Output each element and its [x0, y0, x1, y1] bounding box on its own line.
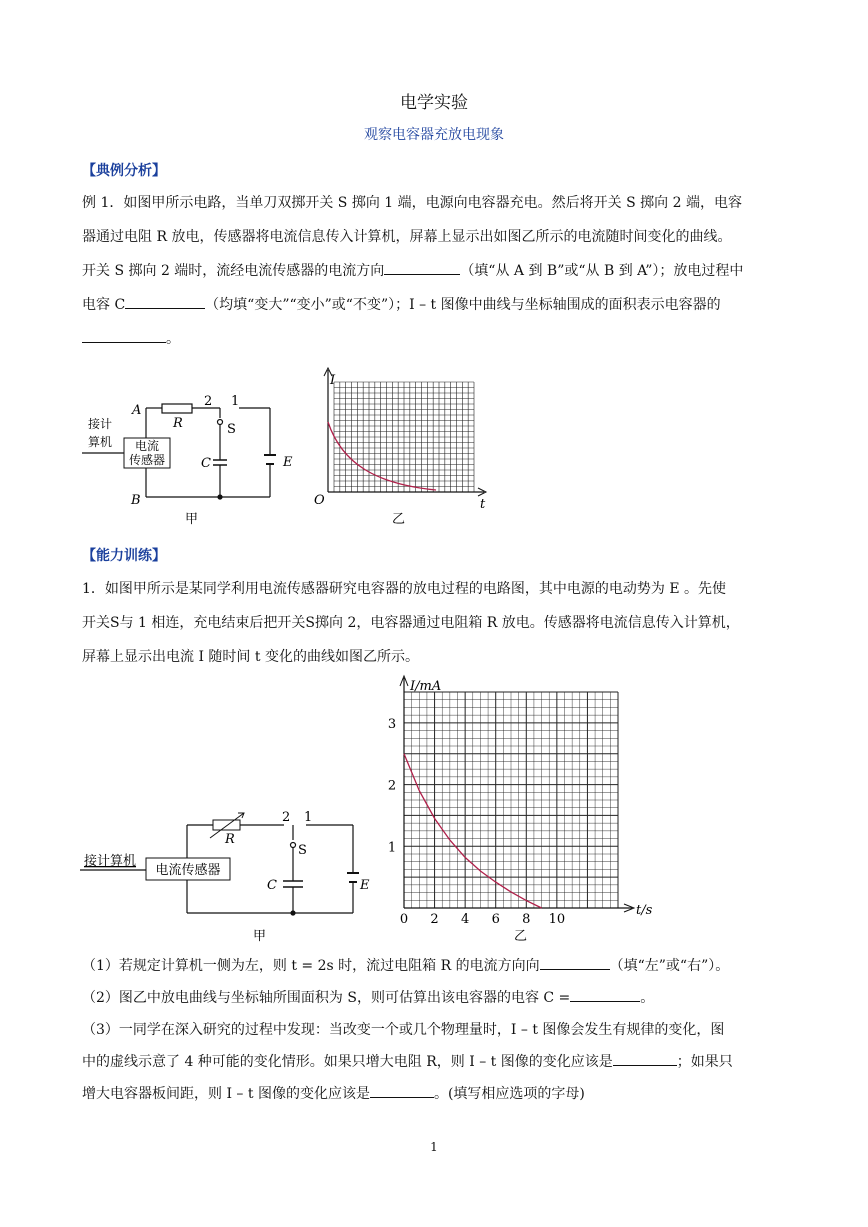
question-3-line-1: （3）一同学在深入研究的过程中发现：当改变一个或几个物理量时，I – t 图像会发生有规律的变化，图 — [82, 1022, 725, 1038]
node-a-label: A — [132, 403, 142, 418]
question-3-line-3: 增大电容器板间距，则 I – t 图像的变化应该是 。(填写相应选项的字母) — [82, 1078, 794, 1110]
x-tick-label: 8 — [522, 912, 531, 927]
sensor-label-2: 传感器 — [128, 453, 166, 467]
source-label: E — [360, 878, 370, 893]
resistor-label: R — [173, 416, 183, 431]
example-line-4: 电容 C （均填“变大”“变小”或“不变”）；I – t 图像中曲线与坐标轴围成的面积表示电容器的 — [82, 288, 794, 322]
question-1: （1）若规定计算机一侧为左，则 t = 2s 时，流过电阻箱 R 的电流方向向 （填“左”或“右”）。 — [82, 950, 794, 982]
variable-resistor-icon — [213, 820, 240, 830]
figure-1 — [80, 360, 500, 535]
answer-blank[interactable] — [125, 292, 205, 309]
axis-label-i: I — [330, 373, 336, 388]
problem-line-2: 开关S与 1 相连，充电结束后把开关S掷向 2，电容器通过电阻箱 R 放电。传感器将电流信息传入计算机， — [82, 615, 740, 631]
problem-line-3: 屏幕上显示出电流 I 随时间 t 变化的曲线如图乙所示。 — [82, 649, 419, 665]
terminal-2-label: 2 — [282, 810, 291, 825]
switch-label: S — [227, 422, 236, 437]
origin-label: O — [314, 493, 325, 508]
chart-grid — [404, 692, 618, 908]
example-line-2: 器通过电阻 R 放电，传感器将电流信息传入计算机，屏幕上显示出如图乙所示的电流随时间变化的曲线。 — [82, 229, 732, 245]
answer-blank[interactable] — [540, 953, 610, 970]
figure-caption-yi: 乙 — [514, 929, 528, 944]
computer-label-2: 算机 — [88, 435, 113, 449]
terminal-1-label: 1 — [231, 394, 240, 409]
capacitor-label: C — [201, 456, 211, 471]
problem-1-text — [82, 572, 794, 674]
x-tick-label: 6 — [491, 912, 500, 927]
example-line-3: 开关 S 掷向 2 端时，流经电流传感器的电流方向 （填“从 A 到 B”或“从 B 到 A”）；放电过程中 — [82, 254, 794, 288]
questions — [82, 950, 794, 1110]
answer-blank[interactable] — [613, 1049, 677, 1066]
switch-icon — [291, 843, 296, 848]
answer-blank[interactable] — [82, 326, 166, 343]
terminal-1-label: 1 — [304, 810, 313, 825]
answer-blank[interactable] — [384, 258, 460, 275]
resistor-label: R — [225, 832, 235, 847]
x-tick-label: 4 — [461, 912, 470, 927]
example-line-1: 例 1．如图甲所示电路，当单刀双掷开关 S 掷向 1 端，电源向电容器充电。然后将开关 S 掷向 2 端，电容 — [82, 195, 742, 211]
page-subtitle: 观察电容器充放电现象 — [364, 127, 504, 143]
switch-icon — [218, 420, 223, 425]
computer-label: 接计算机 — [84, 854, 137, 869]
graph-1 — [314, 368, 486, 527]
question-2: （2）图乙中放电曲线与坐标轴所围面积为 S，则可估算出该电容器的电容 C = 。 — [82, 982, 794, 1014]
y-tick-label: 3 — [387, 716, 397, 732]
y-axis-label: I/mA — [410, 679, 442, 694]
capacitor-label: C — [267, 878, 277, 893]
page-number: 1 — [430, 1140, 438, 1154]
source-label: E — [283, 455, 293, 470]
figure-caption-yi: 乙 — [392, 512, 406, 527]
figure-2-circuit — [80, 800, 380, 945]
sensor-label-1: 电流 — [134, 439, 160, 453]
problem-line-1: 1．如图甲所示是某同学利用电流传感器研究电容器的放电过程的电路图，其中电源的电动势为 E 。先使 — [82, 581, 727, 597]
x-tick-label: 10 — [548, 912, 566, 927]
section-heading-examples: 【典例分析】 — [82, 163, 166, 179]
y-tick-label: 2 — [387, 778, 397, 794]
figure-caption-jia: 甲 — [253, 929, 267, 944]
x-tick-label: 2 — [430, 912, 439, 927]
example-line-5: 。 — [82, 322, 794, 356]
x-axis-label: t/s — [636, 903, 653, 918]
computer-label-1: 接计 — [88, 417, 113, 431]
resistor-icon — [162, 404, 192, 413]
terminal-2-label: 2 — [204, 394, 213, 409]
sensor-label: 电流传感器 — [155, 863, 221, 878]
answer-blank[interactable] — [570, 985, 640, 1002]
x-tick-label: 0 — [399, 912, 409, 927]
figure-2-chart — [380, 672, 670, 944]
discharge-curve-1 — [328, 422, 436, 490]
node-b-label: B — [131, 493, 141, 508]
answer-blank[interactable] — [370, 1081, 434, 1098]
question-3-line-2: 中的虚线示意了 4 种可能的变化情形。如果只增大电阻 R，则 I – t 图像的变化应该是 ；如果只 — [82, 1046, 794, 1078]
page-title: 电学实验 — [400, 93, 468, 113]
section-heading-training: 【能力训练】 — [82, 548, 166, 564]
figure-caption-jia: 甲 — [185, 512, 199, 527]
example-1-text — [82, 186, 794, 356]
switch-label: S — [298, 843, 307, 858]
y-tick-label: 1 — [387, 840, 397, 856]
axis-label-t: t — [480, 497, 486, 512]
